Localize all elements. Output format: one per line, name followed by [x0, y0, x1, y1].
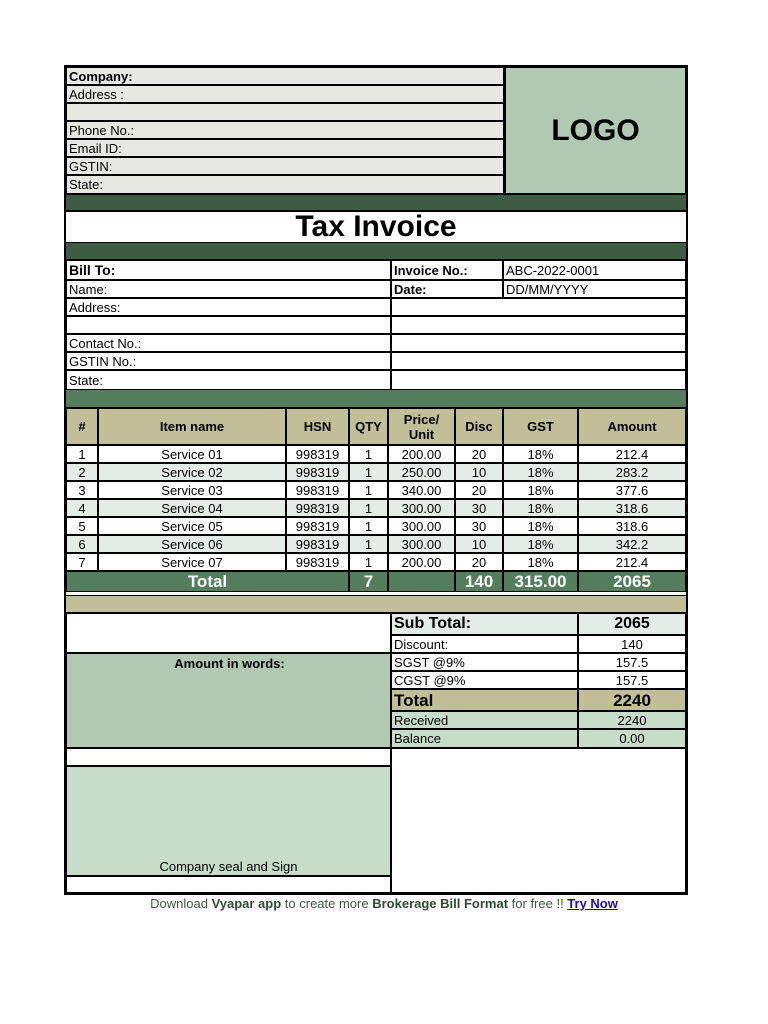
table-cell-col-qty: 1	[349, 535, 388, 553]
logo-placeholder: LOGO	[504, 67, 686, 194]
bill-to-name-label: Name:	[66, 280, 391, 298]
divider-band	[66, 595, 686, 613]
email-label: Email ID:	[66, 139, 504, 157]
cgst-label: CGST @9%	[391, 671, 578, 689]
table-cell-col-qty: 1	[349, 553, 388, 571]
table-cell-col-gst: 18%	[503, 445, 578, 463]
footer-text: for free !!	[508, 896, 568, 911]
balance-label: Balance	[391, 729, 578, 748]
grand-total-label: Total	[391, 689, 578, 711]
table-cell-col-disc: 20	[455, 445, 503, 463]
blank-cell	[391, 334, 686, 352]
table-cell-col-amount: 377.6	[578, 481, 686, 499]
blank-cell	[391, 370, 686, 390]
address-label: Address :	[66, 85, 504, 103]
total-row-gst: 315.00	[503, 571, 578, 592]
table-cell-col-price: 300.00	[388, 499, 455, 517]
total-row-qty: 7	[349, 571, 388, 592]
sub-total-label: Sub Total:	[391, 613, 578, 635]
page-title: Tax Invoice	[66, 211, 686, 243]
company-label: Company:	[66, 67, 504, 85]
company-seal-area: Company seal and Sign	[66, 766, 391, 876]
footer-app-name: Vyapar app	[211, 896, 282, 911]
footer-text: to create more	[281, 896, 373, 911]
table-cell-col-disc: 10	[455, 463, 503, 481]
bill-to-address-label: Address:	[66, 298, 391, 316]
total-row-label: Total	[66, 571, 349, 592]
grand-total-value: 2240	[578, 689, 686, 711]
table-cell-col-number: 3	[66, 481, 98, 499]
table-cell-col-hsn: 998319	[286, 517, 349, 535]
table-cell-col-amount: 342.2	[578, 535, 686, 553]
table-cell-col-amount: 212.4	[578, 445, 686, 463]
blank-cell	[66, 613, 391, 653]
phone-label: Phone No.:	[66, 121, 504, 139]
table-cell-col-gst: 18%	[503, 553, 578, 571]
table-cell-col-number: 6	[66, 535, 98, 553]
blank-cell	[391, 298, 686, 316]
table-header-col-disc: Disc	[455, 408, 503, 445]
cgst-value: 157.5	[578, 671, 686, 689]
bill-to-heading: Bill To:	[66, 260, 391, 280]
table-cell-col-gst: 18%	[503, 499, 578, 517]
table-cell-col-amount: 212.4	[578, 553, 686, 571]
bill-to-state-label: State:	[66, 370, 391, 390]
invoice-number-value: ABC-2022-0001	[503, 260, 686, 280]
discount-label: Discount:	[391, 635, 578, 653]
total-row-disc: 140	[455, 571, 503, 592]
total-row-price	[388, 571, 455, 592]
date-value: DD/MM/YYYY	[503, 280, 686, 298]
table-cell-col-qty: 1	[349, 481, 388, 499]
table-cell-col-qty: 1	[349, 517, 388, 535]
promo-footer	[0, 896, 768, 911]
discount-value: 140	[578, 635, 686, 653]
table-header-col-price: Price/ Unit	[388, 408, 455, 445]
table-cell-col-disc: 30	[455, 499, 503, 517]
balance-value: 0.00	[578, 729, 686, 748]
table-cell-col-gst: 18%	[503, 463, 578, 481]
table-cell-col-number: 4	[66, 499, 98, 517]
table-cell-col-item-name: Service 07	[98, 553, 286, 571]
received-label: Received	[391, 711, 578, 729]
table-cell-col-item-name: Service 04	[98, 499, 286, 517]
table-cell-col-price: 300.00	[388, 535, 455, 553]
blank-cell	[391, 352, 686, 370]
table-header-col-amount: Amount	[578, 408, 686, 445]
table-cell-col-hsn: 998319	[286, 481, 349, 499]
table-header-col-item-name: Item name	[98, 408, 286, 445]
table-cell-col-item-name: Service 03	[98, 481, 286, 499]
footer-format-name: Brokerage Bill Format	[372, 896, 509, 911]
blank-cell	[391, 748, 686, 893]
bill-to-contact-label: Contact No.:	[66, 334, 391, 352]
blank-cell	[391, 316, 686, 334]
table-cell-col-qty: 1	[349, 445, 388, 463]
table-cell-col-disc: 10	[455, 535, 503, 553]
table-cell-col-price: 200.00	[388, 553, 455, 571]
address-line-2	[66, 103, 504, 121]
total-row-amount: 2065	[578, 571, 686, 592]
try-now-link[interactable]: Try Now	[567, 896, 618, 911]
bill-to-gstin-label: GSTIN No.:	[66, 352, 391, 370]
divider-band	[66, 194, 686, 211]
invoice-number-label: Invoice No.:	[391, 260, 503, 280]
divider-band	[66, 390, 686, 408]
table-cell-col-number: 2	[66, 463, 98, 481]
blank-cell	[66, 748, 391, 766]
date-label: Date:	[391, 280, 503, 298]
table-header-col-qty: QTY	[349, 408, 388, 445]
table-cell-col-item-name: Service 05	[98, 517, 286, 535]
sgst-value: 157.5	[578, 653, 686, 671]
table-cell-col-amount: 283.2	[578, 463, 686, 481]
sub-total-value: 2065	[578, 613, 686, 635]
table-cell-col-hsn: 998319	[286, 445, 349, 463]
table-header-col-number: #	[66, 408, 98, 445]
table-cell-col-price: 250.00	[388, 463, 455, 481]
amount-in-words-label: Amount in words:	[66, 653, 391, 748]
table-cell-col-number: 5	[66, 517, 98, 535]
received-value: 2240	[578, 711, 686, 729]
table-cell-col-hsn: 998319	[286, 553, 349, 571]
table-cell-col-hsn: 998319	[286, 535, 349, 553]
table-cell-col-qty: 1	[349, 463, 388, 481]
table-cell-col-item-name: Service 06	[98, 535, 286, 553]
footer-text: Download	[150, 896, 212, 911]
gstin-label: GSTIN:	[66, 157, 504, 175]
table-cell-col-item-name: Service 02	[98, 463, 286, 481]
bill-to-address-line-2	[66, 316, 391, 334]
blank-cell	[66, 876, 391, 893]
sgst-label: SGST @9%	[391, 653, 578, 671]
table-cell-col-price: 300.00	[388, 517, 455, 535]
invoice-sheet	[64, 65, 688, 895]
table-cell-col-price: 340.00	[388, 481, 455, 499]
table-cell-col-amount: 318.6	[578, 517, 686, 535]
table-cell-col-hsn: 998319	[286, 499, 349, 517]
table-cell-col-disc: 30	[455, 517, 503, 535]
divider-band	[66, 243, 686, 260]
table-cell-col-number: 7	[66, 553, 98, 571]
table-cell-col-item-name: Service 01	[98, 445, 286, 463]
table-cell-col-gst: 18%	[503, 481, 578, 499]
table-cell-col-price: 200.00	[388, 445, 455, 463]
state-label: State:	[66, 175, 504, 194]
table-cell-col-amount: 318.6	[578, 499, 686, 517]
table-cell-col-number: 1	[66, 445, 98, 463]
table-header-col-gst: GST	[503, 408, 578, 445]
table-cell-col-gst: 18%	[503, 517, 578, 535]
table-header-col-hsn: HSN	[286, 408, 349, 445]
table-cell-col-disc: 20	[455, 553, 503, 571]
table-cell-col-disc: 20	[455, 481, 503, 499]
table-cell-col-gst: 18%	[503, 535, 578, 553]
table-cell-col-qty: 1	[349, 499, 388, 517]
table-cell-col-hsn: 998319	[286, 463, 349, 481]
